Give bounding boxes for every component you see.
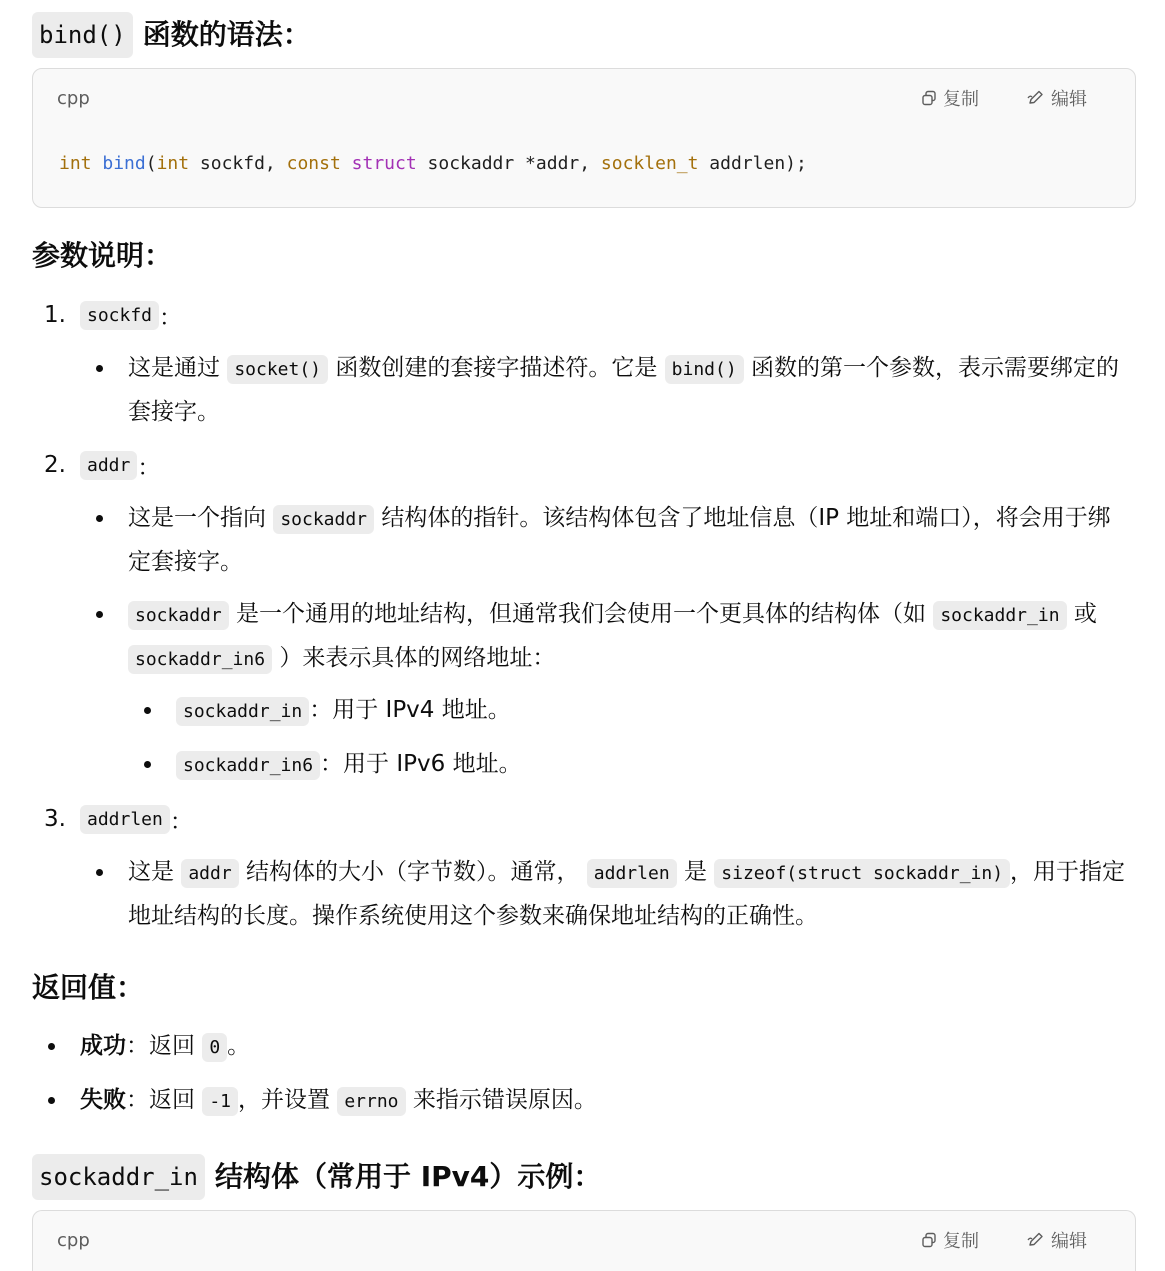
text: ：用于 IPv4 地址。	[309, 697, 511, 723]
code-token: addrlen);	[698, 153, 807, 174]
code-block-actions	[921, 1227, 1087, 1253]
inline-code: sockaddr	[273, 505, 374, 534]
nested-list	[176, 743, 1076, 787]
text: ：用于 IPv6 地址。	[320, 751, 522, 777]
colon: ：	[137, 454, 161, 481]
text: 。	[227, 1033, 251, 1059]
text: 或	[1073, 601, 1097, 627]
copy-label: 复制	[943, 1231, 979, 1252]
list-item	[128, 593, 1118, 681]
param-item-addr	[32, 443, 160, 487]
inline-code: -1	[202, 1087, 238, 1116]
list-item	[128, 497, 1128, 583]
code-block	[32, 68, 1136, 208]
list-item	[176, 743, 1076, 787]
code-block	[32, 1210, 1136, 1271]
colon: ：	[159, 304, 183, 331]
edit-label: 编辑	[1051, 89, 1087, 110]
inline-code: sockaddr_in6	[176, 751, 320, 780]
params-heading: 参数说明：	[32, 239, 173, 272]
copy-icon	[921, 90, 937, 106]
return-list	[80, 1079, 1080, 1123]
code-token: struct	[351, 153, 417, 174]
copy-button[interactable]	[921, 1227, 979, 1253]
text: ）来表示具体的网络地址：	[279, 645, 556, 671]
inline-code: socket()	[227, 355, 328, 384]
text: 来指示错误原因。	[412, 1087, 597, 1113]
code-block-header	[33, 1211, 1135, 1269]
inline-code: 0	[202, 1033, 227, 1062]
syntax-heading	[32, 12, 311, 58]
code-token: sockfd,	[189, 153, 287, 174]
edit-label: 编辑	[1051, 1231, 1087, 1252]
inline-code: sockaddr_in	[32, 1154, 205, 1200]
inline-code: addr	[80, 451, 137, 480]
inline-code: errno	[337, 1087, 405, 1116]
inline-code: bind()	[665, 355, 744, 384]
copy-label: 复制	[943, 89, 979, 110]
edit-button[interactable]	[1027, 1227, 1087, 1253]
list-number: 3.	[44, 806, 66, 832]
code-block-actions	[921, 85, 1087, 111]
inline-code: sockaddr_in6	[128, 645, 272, 674]
inline-code: sockaddr_in	[933, 601, 1066, 630]
text: 函数创建的套接字描述符。它是	[335, 355, 658, 381]
code-content	[33, 127, 1135, 204]
return-heading: 返回值：	[32, 971, 145, 1004]
code-block-header	[33, 69, 1135, 127]
inline-code: sockaddr	[128, 601, 229, 630]
text: 这是	[128, 859, 174, 885]
example-heading	[32, 1154, 601, 1200]
inline-code: addrlen	[587, 859, 677, 888]
code-token: int	[156, 153, 190, 174]
text: 是	[683, 859, 707, 885]
param-description	[128, 851, 1138, 937]
list-item	[128, 851, 1138, 937]
param-item-addrlen	[32, 797, 193, 841]
text: ，并设置	[238, 1087, 330, 1113]
list-item	[80, 1079, 1080, 1123]
text: 这是通过	[128, 355, 220, 381]
text: ，用于指定地址结构的长度。操作系统使用这个参数来确保地址结构的正确性。	[128, 859, 1126, 929]
copy-icon	[921, 1232, 937, 1248]
list-item	[176, 689, 1076, 733]
bold-label: 成功	[80, 1033, 126, 1059]
text: 函数的第一个参数，表示需要绑定的套接字。	[128, 355, 1119, 425]
inline-code: bind()	[32, 12, 133, 58]
code-language-label: cpp	[57, 87, 90, 109]
text: ：返回	[126, 1033, 195, 1059]
text: 结构体的指针。该结构体包含了地址信息（IP 地址和端口），将会用于绑定套接字。	[128, 505, 1111, 575]
nested-list	[176, 689, 1076, 733]
bold-label: 失败	[80, 1087, 126, 1113]
inline-code: sockfd	[80, 301, 159, 330]
list-number: 2.	[44, 452, 66, 478]
text: ：返回	[126, 1087, 195, 1113]
edit-button[interactable]	[1027, 85, 1087, 111]
param-description	[128, 593, 1118, 681]
text: 这是一个指向	[128, 505, 266, 531]
colon: ：	[169, 808, 193, 835]
text: 结构体的大小（字节数）。通常，	[245, 859, 580, 885]
heading-text: 结构体（常用于 IPv4）示例：	[214, 1160, 602, 1193]
code-token: (	[145, 153, 157, 174]
edit-icon	[1027, 90, 1045, 106]
code-token: const	[286, 153, 341, 174]
list-item	[80, 1025, 1080, 1069]
code-token: int	[59, 153, 92, 174]
code-token: sockaddr *addr,	[416, 153, 601, 174]
code-token: bind	[102, 153, 146, 174]
heading-text: 函数的语法：	[142, 18, 311, 51]
list-item	[128, 347, 1128, 433]
param-item-sockfd	[32, 293, 182, 337]
inline-code: sizeof(struct sockaddr_in)	[714, 859, 1010, 888]
return-list	[80, 1025, 1080, 1069]
param-description	[128, 347, 1128, 433]
edit-icon	[1027, 1232, 1045, 1248]
param-description	[128, 497, 1128, 583]
list-number: 1.	[44, 302, 66, 328]
inline-code: addr	[181, 859, 238, 888]
code-language-label: cpp	[57, 1229, 90, 1251]
inline-code: sockaddr_in	[176, 697, 309, 726]
copy-button[interactable]	[921, 85, 979, 111]
code-token: socklen_t	[600, 153, 699, 174]
text: 是一个通用的地址结构，但通常我们会使用一个更具体的结构体（如	[236, 601, 927, 627]
inline-code: addrlen	[80, 805, 170, 834]
